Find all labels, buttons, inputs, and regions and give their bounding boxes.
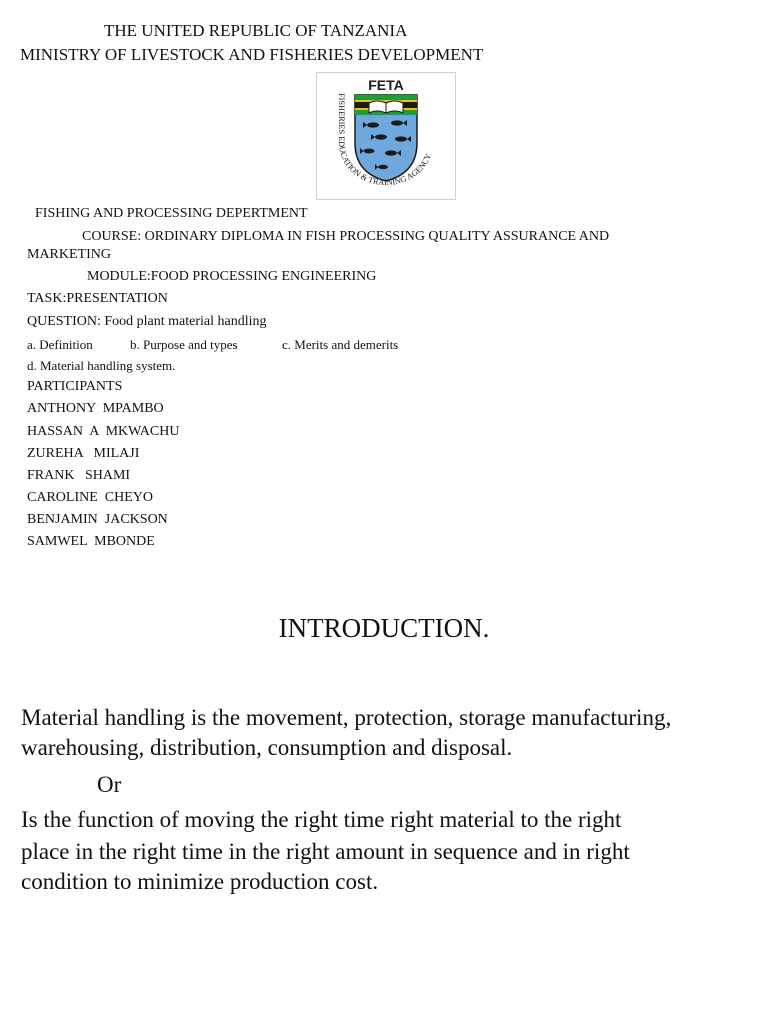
paragraph-line: place in the right time in the right amount in sequence and in right <box>21 839 630 864</box>
question-label: QUESTION: Food plant material handling <box>27 314 267 329</box>
participants-heading: PARTICIPANTS <box>27 379 123 394</box>
feta-logo <box>316 72 456 200</box>
participant-name: FRANK SHAMI <box>27 468 131 483</box>
participant-name: CAROLINE CHEYO <box>27 490 153 505</box>
ministry-title: MINISTRY OF LIVESTOCK AND FISHERIES DEVELOPMENT <box>20 45 484 64</box>
course-label-continued: MARKETING <box>27 247 111 262</box>
task-label: TASK:PRESENTATION <box>27 291 168 306</box>
logo-ring-text: FISHERIES EDUCATION & TRAINING AGENCY <box>336 93 434 188</box>
paragraph-line: condition to minimize production cost. <box>21 869 379 894</box>
or-separator: Or <box>97 772 122 797</box>
subtopic-c: c. Merits and demerits <box>282 337 399 352</box>
department-label: FISHING AND PROCESSING DEPERTMENT <box>35 206 308 221</box>
section-heading: INTRODUCTION. <box>278 613 490 643</box>
feta-emblem <box>317 73 455 199</box>
country-title: THE UNITED REPUBLIC OF TANZANIA <box>104 21 408 40</box>
participant-name: BENJAMIN JACKSON <box>27 512 168 527</box>
module-label: MODULE:FOOD PROCESSING ENGINEERING <box>87 269 377 284</box>
subtopic-a: a. Definition <box>27 337 93 352</box>
logo-acronym: FETA <box>368 77 404 93</box>
paragraph-line: Is the function of moving the right time right material to the right <box>21 807 622 832</box>
subtopic-d: d. Material handling system. <box>27 358 176 373</box>
paragraph-line: Material handling is the movement, protection, storage manufacturing, <box>21 705 672 730</box>
course-label: COURSE: ORDINARY DIPLOMA IN FISH PROCESSING QUALITY ASSURANCE AND <box>82 229 610 244</box>
paragraph-line: warehousing, distribution, consumption and disposal. <box>21 735 513 760</box>
participant-name: SAMWEL MBONDE <box>27 534 155 549</box>
participant-name: ZUREHA MILAJI <box>27 446 140 461</box>
participant-name: HASSAN A MKWACHU <box>27 424 180 439</box>
subtopic-b: b. Purpose and types <box>130 337 238 352</box>
participant-name: ANTHONY MPAMBO <box>27 401 164 416</box>
